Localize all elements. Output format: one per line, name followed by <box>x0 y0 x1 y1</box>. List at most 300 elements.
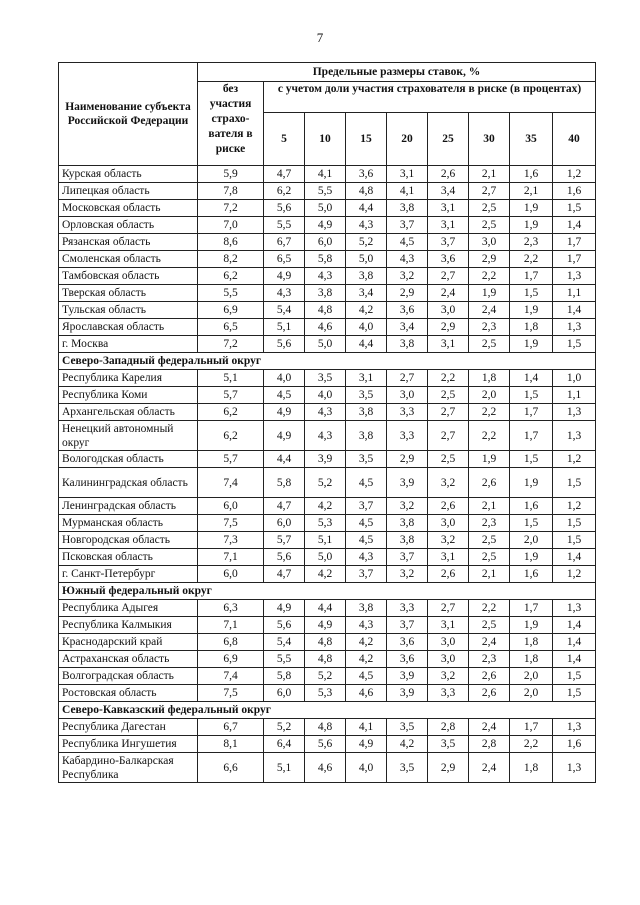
share-rate-cell: 4,3 <box>346 617 387 634</box>
share-rate-cell: 6,5 <box>264 251 305 268</box>
share-rate-cell: 3,2 <box>428 468 469 498</box>
share-rate-cell: 2,7 <box>428 404 469 421</box>
share-rate-cell: 3,1 <box>428 617 469 634</box>
share-rate-cell: 3,6 <box>346 166 387 183</box>
share-rate-cell: 2,6 <box>469 468 510 498</box>
share-rate-cell: 4,9 <box>346 736 387 753</box>
share-rate-cell: 4,2 <box>305 498 346 515</box>
share-rate-cell: 3,7 <box>387 217 428 234</box>
region-name: Смоленская область <box>59 251 198 268</box>
base-rate-cell: 6,6 <box>198 753 264 783</box>
base-rate-cell: 7,8 <box>198 183 264 200</box>
share-rate-cell: 1,9 <box>510 302 553 319</box>
table-row <box>59 387 596 404</box>
share-rate-cell: 1,4 <box>553 617 596 634</box>
region-name: Тульская область <box>59 302 198 319</box>
table-row <box>59 651 596 668</box>
share-rate-cell: 1,1 <box>553 285 596 302</box>
share-rate-cell: 5,5 <box>264 217 305 234</box>
share-rate-cell: 4,5 <box>346 668 387 685</box>
share-rate-cell: 5,0 <box>305 200 346 217</box>
base-rate-cell: 6,3 <box>198 600 264 617</box>
region-name: Курская область <box>59 166 198 183</box>
share-rate-cell: 4,4 <box>346 336 387 353</box>
share-rate-cell: 3,7 <box>346 498 387 515</box>
share-rate-cell: 2,5 <box>469 217 510 234</box>
share-rate-cell: 1,2 <box>553 566 596 583</box>
share-rate-cell: 2,5 <box>428 451 469 468</box>
base-rate-cell: 7,2 <box>198 336 264 353</box>
share-rate-cell: 6,0 <box>305 234 346 251</box>
table-row <box>59 451 596 468</box>
share-rate-cell: 3,8 <box>305 285 346 302</box>
share-rate-cell: 6,2 <box>264 183 305 200</box>
share-rate-cell: 4,9 <box>264 404 305 421</box>
federal-district-row <box>59 702 596 719</box>
share-rate-cell: 2,0 <box>510 685 553 702</box>
share-rate-cell: 3,8 <box>387 200 428 217</box>
federal-district-row <box>59 353 596 370</box>
share-rate-cell: 5,2 <box>305 668 346 685</box>
share-rate-cell: 4,7 <box>264 166 305 183</box>
share-rate-cell: 5,6 <box>305 736 346 753</box>
share-rate-cell: 3,9 <box>387 668 428 685</box>
region-name: Ростовская область <box>59 685 198 702</box>
federal-district-label: Южный федеральный округ <box>59 583 596 600</box>
share-rate-cell: 2,4 <box>428 285 469 302</box>
share-rate-cell: 4,5 <box>264 387 305 404</box>
share-rate-cell: 3,2 <box>428 532 469 549</box>
share-rate-cell: 2,9 <box>428 319 469 336</box>
share-rate-cell: 3,7 <box>387 549 428 566</box>
share-rate-cell: 3,1 <box>428 549 469 566</box>
share-rate-cell: 2,9 <box>387 451 428 468</box>
share-rate-cell: 4,5 <box>346 515 387 532</box>
share-rate-cell: 3,0 <box>428 651 469 668</box>
share-rate-cell: 3,6 <box>428 251 469 268</box>
share-rate-cell: 3,4 <box>387 319 428 336</box>
share-rate-cell: 2,6 <box>469 685 510 702</box>
share-rate-cell: 4,9 <box>305 617 346 634</box>
share-rate-cell: 2,5 <box>469 532 510 549</box>
share-rate-cell: 4,8 <box>346 183 387 200</box>
base-rate-cell: 7,5 <box>198 515 264 532</box>
share-rate-cell: 4,2 <box>305 566 346 583</box>
share-rate-cell: 1,2 <box>553 166 596 183</box>
share-rate-cell: 5,6 <box>264 549 305 566</box>
share-rate-cell: 3,8 <box>387 515 428 532</box>
share-rate-cell: 2,4 <box>469 753 510 783</box>
share-rate-cell: 5,8 <box>264 668 305 685</box>
share-rate-cell: 1,7 <box>553 234 596 251</box>
region-name: Рязанская область <box>59 234 198 251</box>
share-rate-cell: 3,4 <box>346 285 387 302</box>
share-rate-cell: 4,0 <box>346 753 387 783</box>
share-rate-cell: 3,1 <box>428 200 469 217</box>
share-rate-cell: 3,1 <box>428 336 469 353</box>
base-rate-cell: 6,2 <box>198 404 264 421</box>
share-rate-cell: 5,0 <box>305 336 346 353</box>
table-row <box>59 336 596 353</box>
share-rate-cell: 3,1 <box>346 370 387 387</box>
share-rate-cell: 1,1 <box>553 387 596 404</box>
region-name: Московская область <box>59 200 198 217</box>
share-rate-cell: 2,4 <box>469 302 510 319</box>
share-rate-cell: 3,8 <box>346 421 387 451</box>
share-rate-cell: 2,9 <box>387 285 428 302</box>
federal-district-row <box>59 583 596 600</box>
share-rate-cell: 3,2 <box>387 268 428 285</box>
base-rate-cell: 6,2 <box>198 421 264 451</box>
base-rate-cell: 7,3 <box>198 532 264 549</box>
share-rate-cell: 2,1 <box>469 498 510 515</box>
share-rate-cell: 1,9 <box>510 549 553 566</box>
share-rate-cell: 4,0 <box>264 370 305 387</box>
table-row <box>59 319 596 336</box>
region-name: Республика Дагестан <box>59 719 198 736</box>
base-rate-cell: 6,7 <box>198 719 264 736</box>
share-rate-cell: 3,6 <box>387 302 428 319</box>
share-rate-cell: 1,5 <box>510 515 553 532</box>
share-rate-cell: 4,1 <box>346 719 387 736</box>
base-rate-cell: 7,1 <box>198 617 264 634</box>
share-rate-cell: 2,0 <box>510 532 553 549</box>
region-name: Архангельская область <box>59 404 198 421</box>
share-rate-cell: 5,7 <box>264 532 305 549</box>
share-rate-cell: 1,3 <box>553 268 596 285</box>
share-rate-cell: 1,8 <box>469 370 510 387</box>
share-rate-cell: 2,7 <box>469 183 510 200</box>
base-rate-cell: 7,5 <box>198 685 264 702</box>
share-column-header: 15 <box>346 113 387 166</box>
share-rate-cell: 2,1 <box>469 166 510 183</box>
share-rate-cell: 4,3 <box>264 285 305 302</box>
base-rate-cell: 8,1 <box>198 736 264 753</box>
share-rate-cell: 1,4 <box>553 217 596 234</box>
region-name: Новгородская область <box>59 532 198 549</box>
share-rate-cell: 3,1 <box>428 217 469 234</box>
region-name: Липецкая область <box>59 183 198 200</box>
region-name: Орловская область <box>59 217 198 234</box>
table-row <box>59 421 596 451</box>
share-rate-cell: 4,8 <box>305 634 346 651</box>
share-rate-cell: 6,0 <box>264 685 305 702</box>
share-rate-cell: 1,9 <box>510 617 553 634</box>
table-row <box>59 617 596 634</box>
share-rate-cell: 4,0 <box>346 319 387 336</box>
share-rate-cell: 3,8 <box>346 600 387 617</box>
share-rate-cell: 1,5 <box>553 200 596 217</box>
share-column-header: 30 <box>469 113 510 166</box>
base-rate-cell: 8,6 <box>198 234 264 251</box>
share-rate-cell: 3,3 <box>387 421 428 451</box>
share-rate-cell: 3,6 <box>387 634 428 651</box>
share-rate-cell: 2,7 <box>428 421 469 451</box>
region-name: Ярославская область <box>59 319 198 336</box>
share-rate-cell: 1,7 <box>510 421 553 451</box>
share-rate-cell: 6,0 <box>264 515 305 532</box>
base-rate-cell: 6,9 <box>198 302 264 319</box>
share-rate-cell: 5,1 <box>264 319 305 336</box>
share-rate-cell: 2,7 <box>387 370 428 387</box>
share-rate-cell: 2,5 <box>469 336 510 353</box>
share-rate-cell: 3,5 <box>387 753 428 783</box>
region-column-header: Наименование субъекта Российской Федерации <box>59 63 198 166</box>
share-rate-cell: 3,8 <box>387 336 428 353</box>
share-rate-cell: 3,5 <box>346 451 387 468</box>
share-rate-cell: 4,3 <box>387 251 428 268</box>
share-rate-cell: 5,6 <box>264 336 305 353</box>
share-rate-cell: 2,2 <box>510 251 553 268</box>
share-rate-cell: 2,3 <box>510 234 553 251</box>
share-rate-cell: 5,5 <box>305 183 346 200</box>
base-rate-cell: 5,7 <box>198 451 264 468</box>
table-row <box>59 302 596 319</box>
base-rate-cell: 6,8 <box>198 634 264 651</box>
region-name: Республика Калмыкия <box>59 617 198 634</box>
table-row <box>59 268 596 285</box>
share-rate-cell: 4,8 <box>305 302 346 319</box>
table-row <box>59 753 596 783</box>
share-rate-cell: 2,2 <box>469 600 510 617</box>
share-rate-cell: 1,5 <box>553 468 596 498</box>
share-rate-cell: 2,1 <box>469 566 510 583</box>
region-name: Астраханская область <box>59 651 198 668</box>
base-rate-cell: 6,0 <box>198 566 264 583</box>
share-rate-cell: 1,3 <box>553 421 596 451</box>
share-rate-cell: 3,7 <box>428 234 469 251</box>
share-rate-cell: 4,2 <box>346 651 387 668</box>
share-rate-cell: 2,4 <box>469 719 510 736</box>
share-rate-cell: 1,9 <box>469 451 510 468</box>
share-rate-cell: 3,3 <box>387 404 428 421</box>
share-rate-cell: 2,2 <box>469 421 510 451</box>
region-name: г. Москва <box>59 336 198 353</box>
share-rate-cell: 3,0 <box>469 234 510 251</box>
share-rate-cell: 3,9 <box>387 468 428 498</box>
region-name: Республика Ингушетия <box>59 736 198 753</box>
share-rate-cell: 1,0 <box>553 370 596 387</box>
share-column-header: 5 <box>264 113 305 166</box>
share-rate-cell: 2,8 <box>469 736 510 753</box>
share-rate-cell: 2,8 <box>428 719 469 736</box>
share-rate-cell: 4,3 <box>305 421 346 451</box>
share-rate-cell: 1,4 <box>553 302 596 319</box>
share-rate-cell: 5,6 <box>264 200 305 217</box>
share-rate-cell: 1,3 <box>553 404 596 421</box>
share-rate-cell: 1,6 <box>553 183 596 200</box>
share-rate-cell: 2,5 <box>469 200 510 217</box>
share-rate-cell: 1,3 <box>553 753 596 783</box>
share-rate-cell: 4,8 <box>305 651 346 668</box>
share-rate-cell: 2,0 <box>510 668 553 685</box>
share-rate-cell: 5,5 <box>264 651 305 668</box>
share-rate-cell: 6,7 <box>264 234 305 251</box>
share-rate-cell: 5,8 <box>264 468 305 498</box>
share-rate-cell: 1,4 <box>553 634 596 651</box>
table-row <box>59 566 596 583</box>
share-rate-cell: 1,4 <box>510 370 553 387</box>
share-rate-cell: 3,7 <box>346 566 387 583</box>
region-name: Калининградская область <box>59 468 198 498</box>
share-rate-cell: 2,6 <box>428 566 469 583</box>
region-name: Тверская область <box>59 285 198 302</box>
share-rate-cell: 2,6 <box>469 668 510 685</box>
base-rate-cell: 7,0 <box>198 217 264 234</box>
share-rate-cell: 1,5 <box>553 685 596 702</box>
page-number: 7 <box>316 30 324 45</box>
table-row <box>59 634 596 651</box>
base-rate-cell: 7,2 <box>198 200 264 217</box>
share-rate-cell: 4,3 <box>305 404 346 421</box>
share-rate-cell: 4,3 <box>346 217 387 234</box>
share-rate-cell: 4,1 <box>387 183 428 200</box>
base-rate-cell: 7,1 <box>198 549 264 566</box>
share-rate-cell: 4,4 <box>305 600 346 617</box>
share-rate-cell: 5,8 <box>305 251 346 268</box>
federal-district-label: Северо-Кавказский федеральный округ <box>59 702 596 719</box>
share-rate-cell: 4,2 <box>387 736 428 753</box>
share-rate-cell: 3,9 <box>387 685 428 702</box>
table-body <box>59 166 596 783</box>
share-rate-cell: 4,9 <box>264 421 305 451</box>
share-rate-cell: 4,9 <box>264 268 305 285</box>
region-name: г. Санкт-Петербург <box>59 566 198 583</box>
share-rate-cell: 1,5 <box>553 515 596 532</box>
base-rate-cell: 5,9 <box>198 166 264 183</box>
share-rate-cell: 4,7 <box>264 566 305 583</box>
region-name: Мурманская область <box>59 515 198 532</box>
share-rate-cell: 1,7 <box>510 600 553 617</box>
share-rate-cell: 1,3 <box>553 600 596 617</box>
region-name: Ненецкий автономный округ <box>59 421 198 451</box>
share-rate-cell: 1,7 <box>553 251 596 268</box>
share-rate-cell: 1,5 <box>553 336 596 353</box>
share-rate-cell: 5,0 <box>346 251 387 268</box>
share-rate-cell: 3,8 <box>387 532 428 549</box>
share-rate-cell: 1,5 <box>510 285 553 302</box>
share-column-header: 25 <box>428 113 469 166</box>
share-rate-cell: 1,5 <box>553 668 596 685</box>
share-rate-cell: 4,2 <box>346 302 387 319</box>
share-rate-cell: 2,3 <box>469 515 510 532</box>
share-rate-cell: 3,3 <box>428 685 469 702</box>
share-rate-cell: 1,9 <box>469 285 510 302</box>
share-rate-cell: 1,5 <box>510 451 553 468</box>
share-rate-cell: 2,9 <box>428 753 469 783</box>
share-rate-cell: 4,6 <box>305 753 346 783</box>
share-column-header: 35 <box>510 113 553 166</box>
share-rate-cell: 2,1 <box>510 183 553 200</box>
table-row <box>59 370 596 387</box>
table-row <box>59 549 596 566</box>
table-row <box>59 468 596 498</box>
table-row <box>59 285 596 302</box>
share-rate-cell: 3,3 <box>387 600 428 617</box>
region-name: Республика Карелия <box>59 370 198 387</box>
share-rate-cell: 2,9 <box>469 251 510 268</box>
region-name: Псковская область <box>59 549 198 566</box>
base-rate-cell: 8,2 <box>198 251 264 268</box>
share-rate-cell: 5,2 <box>264 719 305 736</box>
base-rate-cell: 6,9 <box>198 651 264 668</box>
share-rate-cell: 2,6 <box>428 498 469 515</box>
table-row <box>59 200 596 217</box>
share-rate-cell: 4,3 <box>346 549 387 566</box>
share-rate-cell: 1,9 <box>510 200 553 217</box>
region-name: Кабардино-Балкарская Республика <box>59 753 198 783</box>
region-name: Республика Коми <box>59 387 198 404</box>
share-rate-cell: 2,0 <box>469 387 510 404</box>
table-row <box>59 217 596 234</box>
table-row <box>59 498 596 515</box>
share-rate-cell: 5,0 <box>305 549 346 566</box>
base-rate-cell: 6,2 <box>198 268 264 285</box>
share-rate-cell: 4,4 <box>264 451 305 468</box>
share-rate-cell: 1,6 <box>510 166 553 183</box>
share-rate-cell: 6,4 <box>264 736 305 753</box>
share-column-header: 10 <box>305 113 346 166</box>
base-rate-cell: 6,0 <box>198 498 264 515</box>
share-rate-cell: 3,1 <box>387 166 428 183</box>
table-row <box>59 183 596 200</box>
share-column-header: 40 <box>553 113 596 166</box>
share-rate-cell: 5,2 <box>305 468 346 498</box>
share-rate-cell: 4,5 <box>346 532 387 549</box>
share-rate-cell: 3,8 <box>346 404 387 421</box>
region-name: Волгоградская область <box>59 668 198 685</box>
share-rate-cell: 4,4 <box>346 200 387 217</box>
share-rate-cell: 4,9 <box>264 600 305 617</box>
table-row <box>59 532 596 549</box>
region-name: Тамбовская область <box>59 268 198 285</box>
table-row <box>59 668 596 685</box>
share-rate-cell: 2,7 <box>428 600 469 617</box>
region-name: Вологодская область <box>59 451 198 468</box>
share-rate-cell: 1,4 <box>553 549 596 566</box>
share-rate-cell: 4,5 <box>346 468 387 498</box>
share-rate-cell: 4,6 <box>346 685 387 702</box>
table-row <box>59 234 596 251</box>
share-rate-cell: 2,2 <box>469 404 510 421</box>
table-header <box>59 63 596 166</box>
table-row <box>59 166 596 183</box>
share-rate-cell: 4,6 <box>305 319 346 336</box>
share-rate-cell: 3,4 <box>428 183 469 200</box>
share-rate-cell: 4,9 <box>305 217 346 234</box>
region-name: Краснодарский край <box>59 634 198 651</box>
share-rate-cell: 3,0 <box>428 302 469 319</box>
share-rate-cell: 1,3 <box>553 719 596 736</box>
table-row <box>59 600 596 617</box>
federal-district-label: Северо-Западный федеральный округ <box>59 353 596 370</box>
share-rate-cell: 5,2 <box>346 234 387 251</box>
share-group-header: с учетом доли участия страхователя в риске (в процентах) <box>264 82 596 113</box>
share-rate-cell: 1,6 <box>553 736 596 753</box>
share-rate-cell: 2,6 <box>428 166 469 183</box>
share-rate-cell: 1,2 <box>553 451 596 468</box>
share-rate-cell: 3,0 <box>428 515 469 532</box>
share-rate-cell: 1,8 <box>510 753 553 783</box>
share-rate-cell: 1,9 <box>510 336 553 353</box>
base-rate-cell: 7,4 <box>198 468 264 498</box>
share-rate-cell: 3,5 <box>346 387 387 404</box>
share-rate-cell: 2,2 <box>469 268 510 285</box>
share-rate-cell: 5,4 <box>264 302 305 319</box>
share-rate-cell: 3,5 <box>428 736 469 753</box>
share-rate-cell: 3,2 <box>428 668 469 685</box>
share-rate-cell: 3,8 <box>346 268 387 285</box>
